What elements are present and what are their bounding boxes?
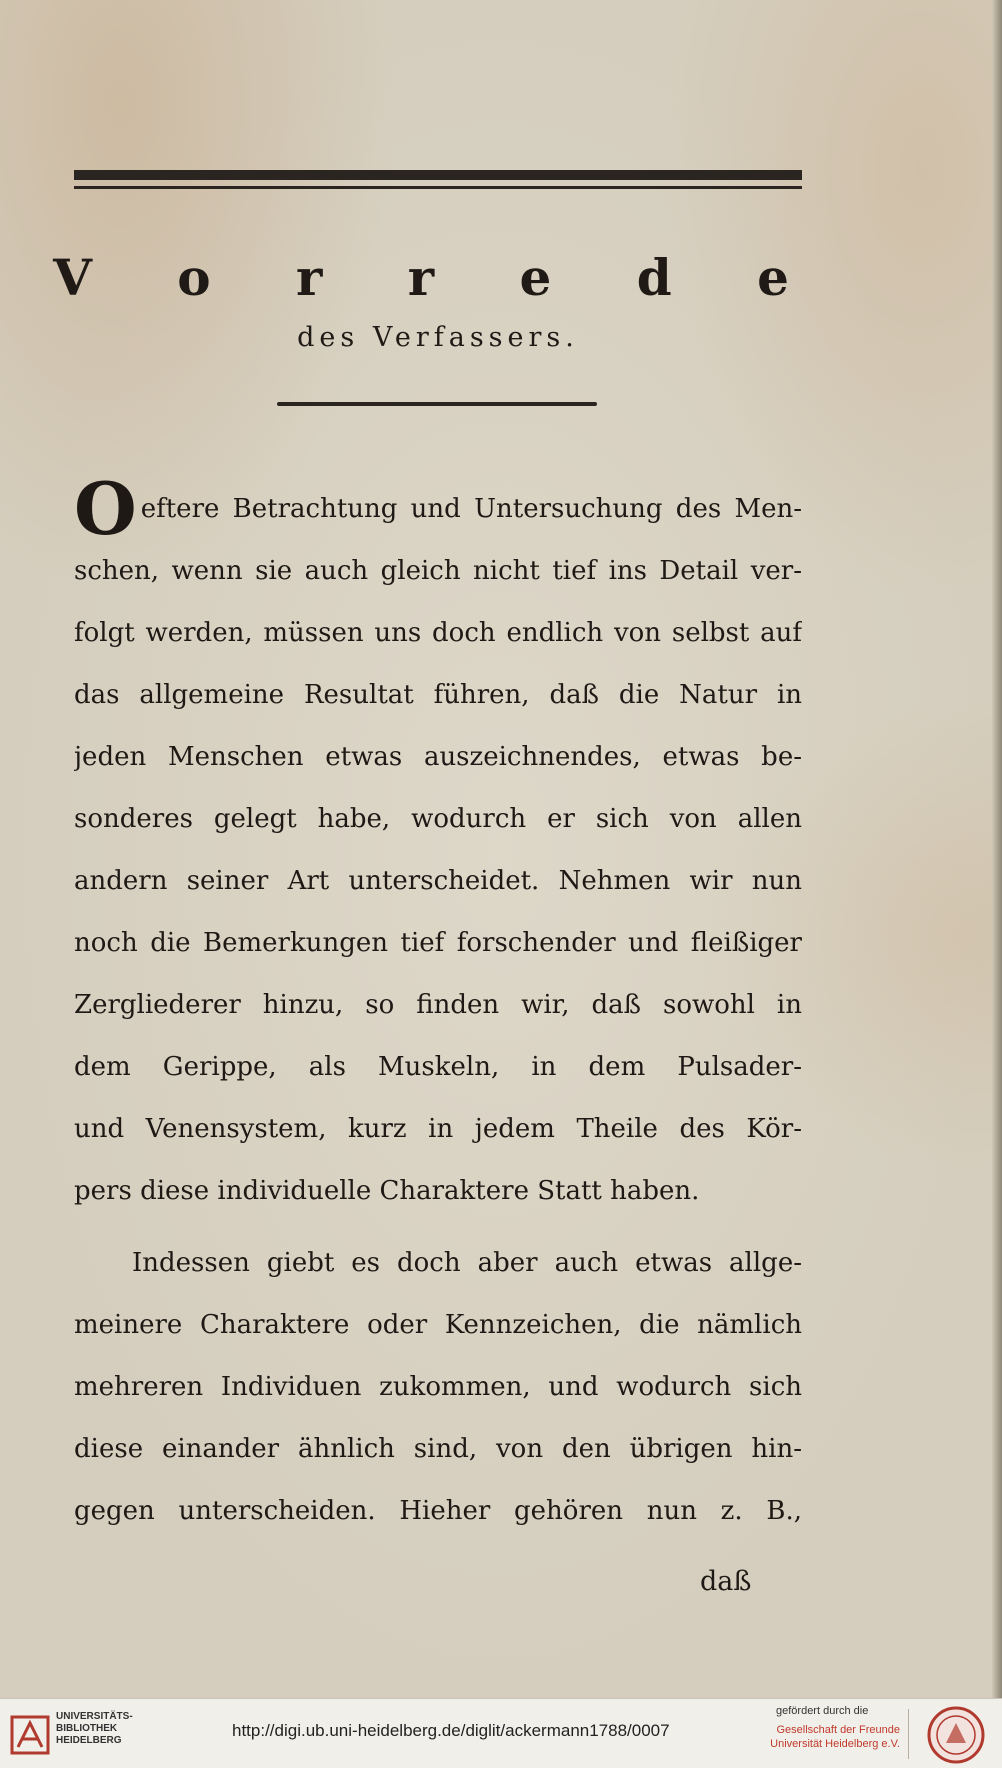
text-line: Oeftere Betrachtung und Untersuchung des Men- <box>74 478 802 540</box>
page-title: V o r r e d e <box>53 248 823 307</box>
library-name[interactable]: UNIVERSITÄTS- BIBLIOTHEK HEIDELBERG <box>56 1711 133 1746</box>
paragraph-1 <box>74 478 802 1222</box>
footer-divider <box>908 1709 909 1759</box>
text-line: jeden Menschen etwas auszeichnendes, etwas be- <box>74 742 802 772</box>
text-line: schen, wenn sie auch gleich nicht tief ins Detail ver- <box>74 556 802 586</box>
text-line: noch die Bemerkungen tief forschender und fleißiger <box>74 928 802 958</box>
catchword: daß <box>700 1566 752 1597</box>
text-line: Zergliederer hinzu, so finden wir, daß sowohl in <box>74 990 802 1020</box>
header-rule-thin <box>74 186 802 189</box>
drop-cap: O <box>74 478 137 540</box>
text-line: diese einander ähnlich sind, von den übrigen hin- <box>74 1434 802 1464</box>
paragraph-2 <box>74 1232 802 1542</box>
funded-by-label: gefördert durch die <box>776 1705 869 1717</box>
text-line: mehreren Individuen zukommen, und wodurch sich <box>74 1372 802 1402</box>
page-subtitle: des Verfassers. <box>297 322 579 353</box>
title-divider <box>277 402 597 406</box>
university-seal-icon[interactable] <box>924 1705 988 1765</box>
text-line: sonderes gelegt habe, wodurch er sich von allen <box>74 804 802 834</box>
text-line: folgt werden, müssen uns doch endlich von selbst auf <box>74 618 802 648</box>
text-line: Indessen giebt es doch aber auch etwas allge- <box>132 1248 802 1278</box>
text-line: gegen unterscheiden. Hieher gehören nun z. B., <box>74 1496 802 1526</box>
text-line: andern seiner Art unterscheidet. Nehmen wir nun <box>74 866 802 896</box>
text-line: dem Gerippe, als Muskeln, in dem Pulsader- <box>74 1052 802 1082</box>
text-line: das allgemeine Resultat führen, daß die Natur in <box>74 680 802 710</box>
university-library-logo-icon[interactable] <box>10 1713 50 1757</box>
header-rule-thick <box>74 170 802 180</box>
text-line: pers diese individuelle Charaktere Statt haben. <box>74 1176 700 1206</box>
text-line: und Venensystem, kurz in jedem Theile des Kör- <box>74 1114 802 1144</box>
sponsor-name[interactable]: Gesellschaft der Freunde Universität Heidelberg e.V. <box>770 1724 900 1750</box>
permalink-url[interactable]: http://digi.ub.uni-heidelberg.de/diglit/ackermann1788/0007 <box>232 1721 670 1740</box>
page-edge <box>992 0 1002 1698</box>
footer-bar <box>0 1698 1002 1768</box>
text-line: meinere Charaktere oder Kennzeichen, die nämlich <box>74 1310 802 1340</box>
